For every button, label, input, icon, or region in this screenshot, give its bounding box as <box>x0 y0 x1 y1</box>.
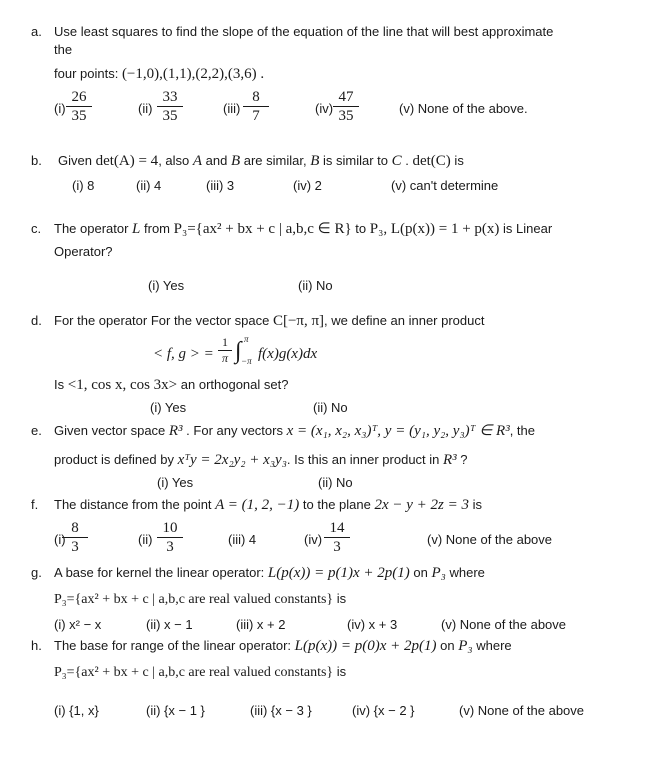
option-ii-fraction: $\frac{10}{3}$ <box>157 520 183 555</box>
question-stem: The distance from the point A = (1, 2, −1) to the plane 2x − y + 2z = 3 is <box>54 497 482 513</box>
option-ii[interactable]: (ii) 4 <box>136 178 162 193</box>
option-i[interactable]: (i) Yes <box>157 475 194 490</box>
option-iii[interactable]: (iii) 4 <box>228 532 257 547</box>
option-iv-fraction: $\frac{47}{35}$ <box>333 89 359 124</box>
option-i[interactable]: (i) {1, x} <box>54 703 99 718</box>
question-stem: A base for kernel the linear operator: L(p(x)) = p(1)x + 2p(1) on P₃ where <box>54 565 485 581</box>
option-iv[interactable]: (iv) {x − 2 } <box>352 703 415 718</box>
option-i[interactable]: (i) <box>54 532 66 547</box>
option-i-fraction: $\frac{26}{35}$ <box>66 89 92 124</box>
option-iv[interactable]: (iv) 2 <box>293 178 322 193</box>
option-i[interactable]: (i) Yes <box>148 278 185 293</box>
option-ii[interactable]: (ii) <box>138 101 153 116</box>
question-stem: The operator L from P₃={ax² + bx + c | a,b,c ∈ R} to P₃, L(p(x)) = 1 + p(x) is Linear <box>54 221 553 237</box>
question-stem: four points: (−1,0),(1,1),(2,2),(3,6) . <box>54 66 265 82</box>
option-ii[interactable]: (ii) {x − 1 } <box>146 703 205 718</box>
option-iv[interactable]: (iv) x + 3 <box>347 617 398 632</box>
option-ii[interactable]: (ii) No <box>298 278 333 293</box>
option-iii[interactable]: (iii) {x − 3 } <box>250 703 312 718</box>
option-v[interactable]: (v) None of the above <box>427 532 553 547</box>
question-letter: a. <box>31 24 42 39</box>
question-stem: The base for range of the linear operator: L(p(x)) = p(0)x + 2p(1) on P₃ where <box>54 638 512 654</box>
option-iii[interactable]: (iii) <box>223 101 241 116</box>
option-ii-fraction: $\frac{33}{35}$ <box>157 89 183 124</box>
option-v[interactable]: (v) None of the above <box>441 617 567 632</box>
option-v[interactable]: (v) None of the above. <box>399 101 528 116</box>
question-letter: g. <box>31 565 42 580</box>
inner-product-coefficient: $\frac{1}{\pi}$ <box>218 336 232 365</box>
option-i-fraction: $\frac{8}{3}$ <box>62 520 88 555</box>
question-stem: Is <1, cos x, cos 3x> an orthogonal set? <box>54 377 289 393</box>
integral-sign: ∫ <box>235 338 242 364</box>
question-letter: c. <box>31 221 42 236</box>
option-iv-fraction: $\frac{14}{3}$ <box>324 520 350 555</box>
inner-product-lhs: < f, g > = <box>153 346 214 362</box>
option-i[interactable]: (i) x² − x <box>54 617 102 632</box>
question-stem: the <box>54 42 73 57</box>
question-letter: f. <box>31 497 39 512</box>
question-stem: Operator? <box>54 244 113 259</box>
question-letter: d. <box>31 313 42 328</box>
option-v[interactable]: (v) None of the above <box>459 703 585 718</box>
option-i[interactable]: (i) Yes <box>150 400 187 415</box>
integral-lower-limit: −π <box>241 356 252 366</box>
question-letter: b. <box>31 153 42 168</box>
option-ii[interactable]: (ii) <box>138 532 153 547</box>
option-iii[interactable]: (iii) x + 2 <box>236 617 286 632</box>
option-ii[interactable]: (ii) No <box>313 400 348 415</box>
question-stem: Use least squares to find the slope of the equation of the line that will best approximate <box>54 24 554 39</box>
integral-upper-limit: π <box>244 334 249 344</box>
option-i[interactable]: (i) 8 <box>72 178 95 193</box>
question-stem: Given det(A) = 4, also A and B are similar, B is similar to C . det(C) is <box>58 153 464 169</box>
option-iii[interactable]: (iii) 3 <box>206 178 235 193</box>
question-letter: e. <box>31 423 42 438</box>
question-stem: For the operator For the vector space C[−π, π], we define an inner product <box>54 313 485 329</box>
option-iv[interactable]: (iv) <box>304 532 323 547</box>
option-i[interactable]: (i) <box>54 101 66 116</box>
option-ii[interactable]: (ii) x − 1 <box>146 617 193 632</box>
question-stem: product is defined by xᵀy = 2x₂y₂ + x₃y₃. Is this an inner product in R³ ? <box>54 452 468 468</box>
option-iii-fraction: $\frac{8}{7}$ <box>243 89 269 124</box>
option-ii[interactable]: (ii) No <box>318 475 353 490</box>
question-stem: P₃={ax² + bx + c | a,b,c are real valued constants} is <box>54 664 347 680</box>
question-letter: h. <box>31 638 42 653</box>
question-stem: P₃={ax² + bx + c | a,b,c are real valued constants} is <box>54 591 347 607</box>
option-iv[interactable]: (iv) <box>315 101 334 116</box>
question-stem: Given vector space R³ . For any vectors x = (x₁, x₂, x₃)ᵀ, y = (y₁, y₂, y₃)ᵀ ∈ R³, the <box>54 423 535 439</box>
option-v[interactable]: (v) can't determine <box>391 178 499 193</box>
integrand: f(x)g(x)dx <box>258 346 318 362</box>
